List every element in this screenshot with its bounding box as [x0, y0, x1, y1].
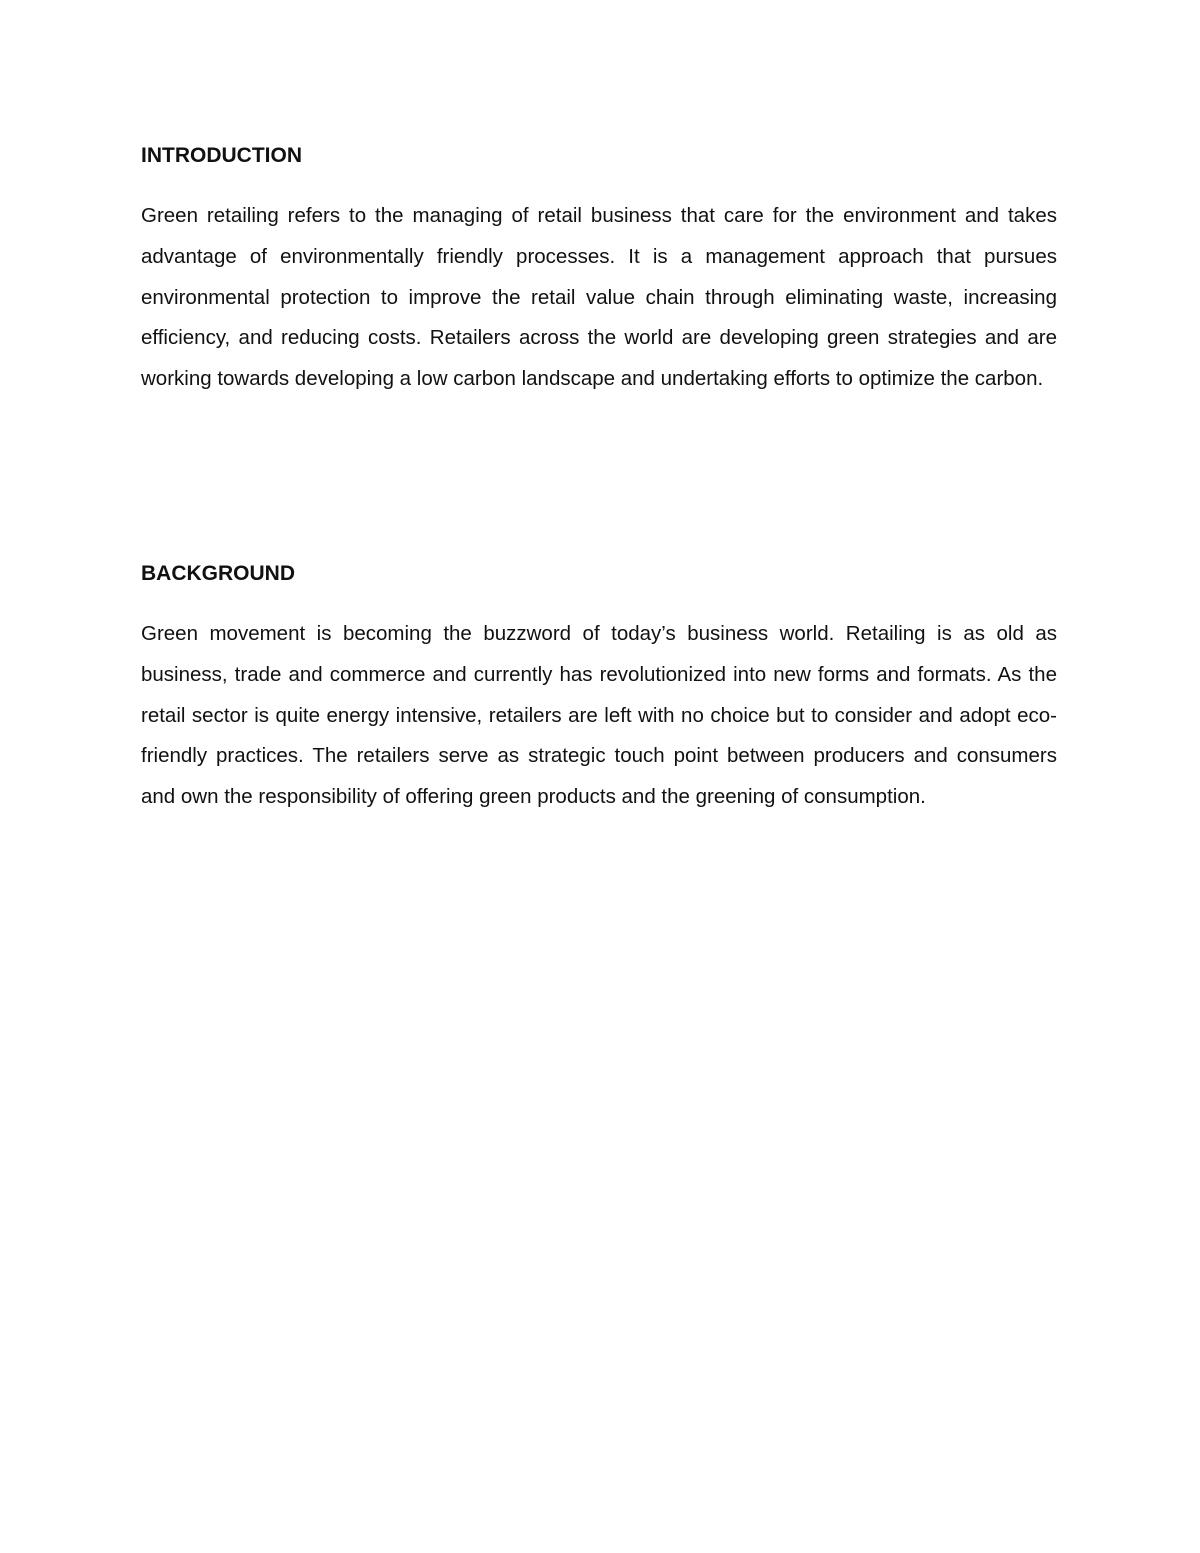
background-paragraph: Green movement is becoming the buzzword of today’s business world. Retailing is as old as business, trade and commerce and currently has revolutionized into new forms and formats. As the retail sector is quite energy intensive, retailers are left with no choice but to consider and adopt eco-friendly practices. The retailers serve as strategic touch point between producers and consumers and own the responsibility of offering green products and the greening of consumption. — [141, 621, 1057, 809]
introduction-heading: INTRODUCTION — [141, 144, 302, 167]
introduction-section — [141, 141, 1057, 400]
background-heading: BACKGROUND — [141, 561, 295, 585]
introduction-paragraph: Green retailing refers to the managing of retail business that care for the environment and takes advantage of environmentally friendly processes. It is a management approach that pursues environmental protection to improve the retail value chain through eliminating waste, increasing efficiency, and reducing costs. Retailers across the world are developing green strategies and are working towards developing a low carbon landscape and undertaking efforts to optimize the carbon. — [141, 204, 1057, 391]
document-content — [141, 141, 1057, 818]
background-section — [141, 559, 1057, 818]
